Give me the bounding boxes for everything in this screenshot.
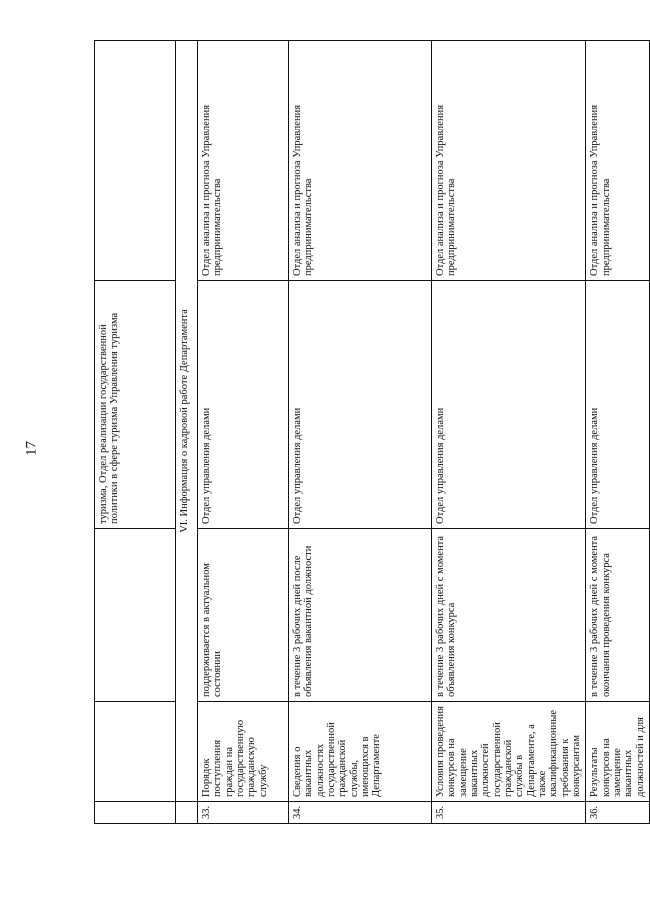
row-name: Сведения о вакантных должностях государственной гражданской службы, имеющихся в Департаменте [289,702,432,802]
staffing-info-table [94,40,650,824]
row-responsible: Отдел управления делами [432,281,586,529]
row-number: 36. [586,802,650,824]
row-name: Результаты конкурсов на замещение вакантных должностей и для [586,702,650,802]
table-row [198,41,289,824]
table-row [289,41,432,824]
table-row [432,41,586,824]
continuation-row [95,41,176,824]
row-coexecutor: Отдел анализа и прогноза Управления предпринимательства [289,41,432,281]
table-row [586,41,650,824]
empty-cell [95,802,176,824]
row-coexecutor: Отдел анализа и прогноза Управления предпринимательства [586,41,650,281]
row-responsible: Отдел управления делами [586,281,650,529]
row-number: 34. [289,802,432,824]
page-number: 17 [23,441,40,456]
row-term: в течение 3 рабочих дней с момента объявления конкурса [432,529,586,702]
empty-cell [95,529,176,702]
row-name: Условия проведения конкурсов на замещение вакантных должностей государственной гражданской службы в Департаменте, а также квалификационные требования к конкурсантам [432,702,586,802]
row-name: Порядок поступления граждан на государственную гражданскую службу [198,702,289,802]
rotated-table-container [94,41,646,824]
empty-cell [95,41,176,281]
row-coexecutor: Отдел анализа и прогноза Управления предпринимательства [432,41,586,281]
section-title: VI. Информация о кадровой работе Департамента [176,41,198,802]
row-number: 35. [432,802,586,824]
row-term: поддерживается в актуальном состоянии [198,529,289,702]
row-coexecutor: Отдел анализа и прогноза Управления предпринимательства [198,41,289,281]
continuation-cell: туризма, Отдел реализации государственной политики в сфере туризма Управления туризма [95,281,176,529]
empty-cell [95,702,176,802]
row-responsible: Отдел управления делами [289,281,432,529]
row-responsible: Отдел управления делами [198,281,289,529]
row-term: в течение 3 рабочих дней с момента окончания проведения конкурса [586,529,650,702]
empty-cell [176,802,198,824]
row-number: 33. [198,802,289,824]
row-term: в течение 3 рабочих дней после объявления вакантной должности [289,529,432,702]
section-header-row [176,41,198,824]
